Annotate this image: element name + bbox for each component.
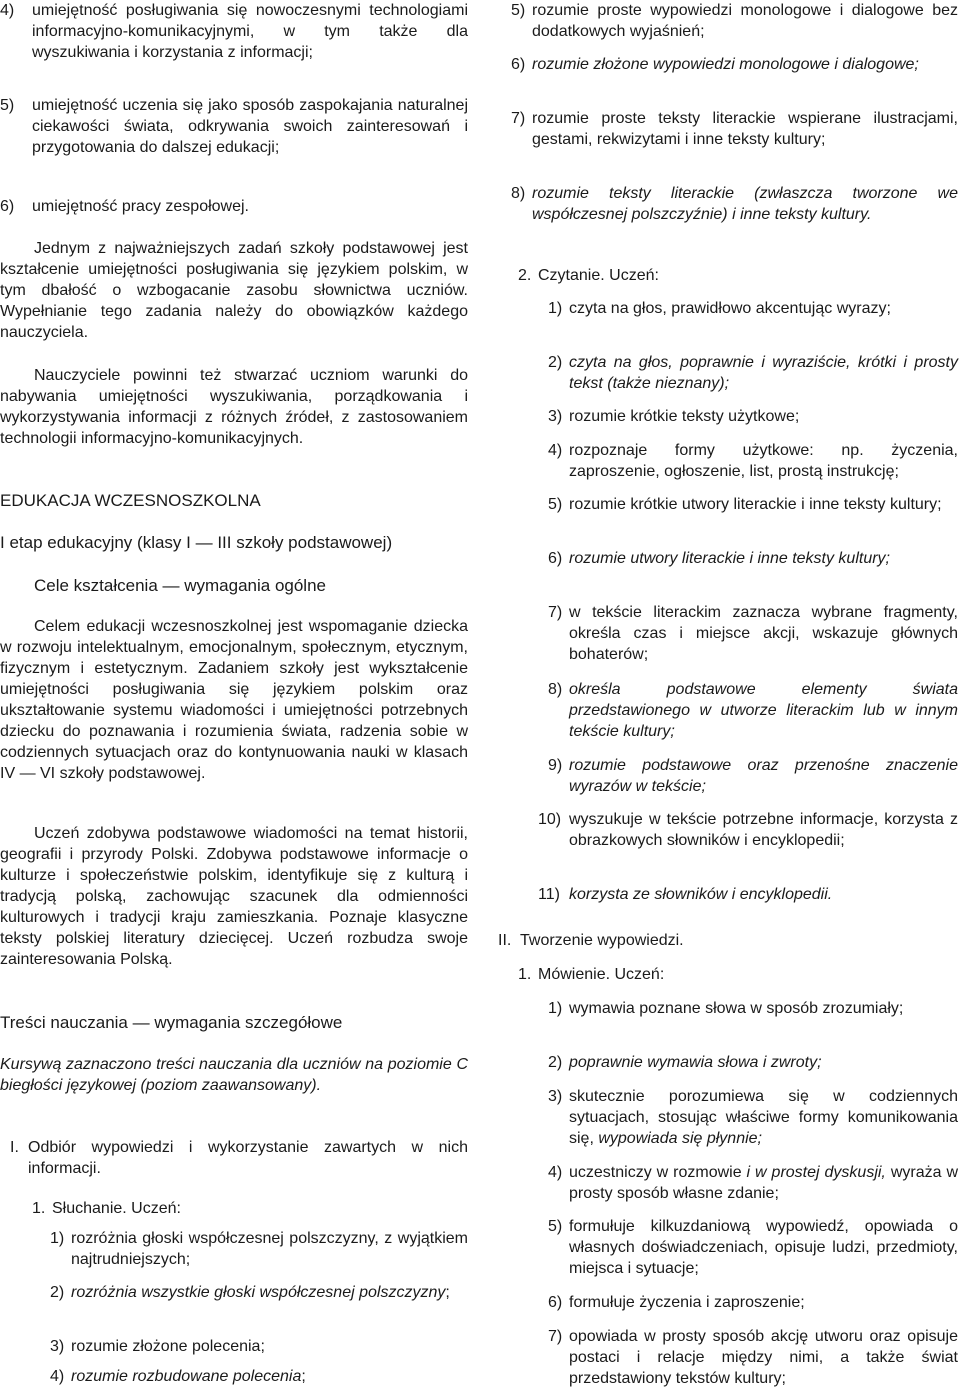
subsection-number: 2. [518, 267, 532, 284]
list-number: 2) [548, 354, 563, 371]
list-number: 4) [548, 442, 563, 459]
list-item [0, 0, 468, 63]
list-item [0, 95, 468, 158]
list-number: 5) [548, 496, 563, 513]
list-item [548, 998, 958, 1019]
paragraph: Uczeń zdobywa podstawowe wiadomości na temat historii, geografii i przyrody Polski. Zdobywa podstawowe informacje o kulturze i społeczeństwie polskim, identyfikuje się z kulturą i tradycją polską, zachowując szacunek dla odmienności kulturowych i tradycji kraju zamieszkania. Poznaje klasyczne teksty polskiej literatury dziecięcej. Uczeń rozbudza swoje zainteresowania Polską. [0, 825, 468, 968]
list-item [50, 1366, 468, 1387]
list-number: 6) [511, 56, 526, 73]
list-text: rozumie podstawowe oraz przenośne znaczenie wyrazów w tekście; [569, 757, 958, 795]
section-number: II. [498, 932, 512, 949]
list-text: rozumie złożone polecenia; [71, 1338, 265, 1355]
list-number: 5) [548, 1218, 563, 1235]
italic-note: Kursywą zaznaczono treści nauczania dla uczniów na poziomie C biegłości językowej (poziom zaawansowany). [0, 1056, 468, 1094]
list-number: 10) [538, 811, 562, 828]
list-text: wymawia poznane słowa w sposób zrozumiały; [569, 1000, 904, 1017]
list-number: 3) [50, 1338, 65, 1355]
list-text: rozumie proste wypowiedzi monologowe i dialogowe bez dodatkowych wyjaśnień; [532, 2, 958, 40]
list-text: skutecznie porozumiewa się w codziennych sytuacjach, stosując właściwe formy komunikowania się, wypowiada się płynnie; [569, 1088, 958, 1147]
list-text: formułuje kilkuzdaniową wypowiedź, opowiada o własnych doświadczeniach, opisuje ludzi, przedmioty, miejsca i sytuacje; [569, 1218, 958, 1277]
list-item [548, 755, 958, 797]
list-text: poprawnie wymawia słowa i zwroty; [569, 1054, 822, 1071]
subsection-text: Mówienie. Uczeń: [538, 966, 665, 983]
list-number: 1) [548, 1000, 563, 1017]
list-number: 1) [548, 300, 563, 317]
subsection-item [518, 265, 958, 286]
list-number: 3) [548, 408, 563, 425]
list-number: 7) [548, 604, 563, 621]
subsection-text: Czytanie. Uczeń: [538, 267, 659, 284]
list-text: uczestniczy w rozmowie i w prostej dyskusji, wyraża w prosty sposób własne zdanie; [569, 1164, 958, 1202]
list-item [548, 1216, 958, 1279]
list-item [50, 1282, 468, 1303]
list-number: 4) [0, 2, 15, 19]
list-text: w tekście literackim zaznacza wybrane fragmenty, określa czas i miejsce akcji, wskazuje głównych bohaterów; [569, 604, 958, 663]
subsection-item [32, 1198, 468, 1219]
list-number: 5) [0, 97, 15, 114]
list-number: 11) [538, 886, 560, 903]
list-text: rozumie złożone wypowiedzi monologowe i dialogowe; [532, 56, 919, 73]
goals-heading: Cele kształcenia — wymagania ogólne [34, 576, 326, 595]
content-heading: Treści nauczania — wymagania szczegółowe [0, 1013, 343, 1032]
list-item [548, 602, 958, 665]
list-item [548, 298, 958, 319]
list-item [538, 884, 958, 905]
list-item [548, 352, 958, 394]
list-number: 9) [548, 757, 563, 774]
list-item [548, 1162, 958, 1204]
list-item [0, 196, 468, 217]
list-text: wyszukuje w tekście potrzebne informacje, korzysta z obrazkowych słowników i encyklopedii; [569, 811, 958, 849]
list-text: rozumie utwory literackie i inne teksty kultury; [569, 550, 890, 567]
list-item [511, 108, 958, 150]
list-text: czyta na głos, prawidłowo akcentując wyrazy; [569, 300, 891, 317]
list-number: 7) [511, 110, 526, 127]
list-text: korzysta ze słowników i encyklopedii. [569, 886, 833, 903]
list-item [50, 1336, 468, 1357]
list-item [511, 54, 958, 75]
list-text: określa podstawowe elementy świata przedstawionego w utworze literackim lub w innym tekście kultury; [569, 681, 958, 740]
list-text: formułuje życzenia i zaproszenie; [569, 1294, 805, 1311]
list-item [511, 0, 958, 42]
section-text: Tworzenie wypowiedzi. [520, 932, 684, 949]
stage-heading: I etap edukacyjny (klasy I — III szkoły podstawowej) [0, 533, 393, 552]
subsection-number: 1. [32, 1200, 46, 1217]
list-text: umiejętność posługiwania się nowoczesnymi technologiami informacyjno-komunikacyjnymi, w tym także dla wyszukiwania i korzystania z informacji; [32, 2, 468, 61]
list-item [548, 679, 958, 742]
list-item [548, 406, 958, 427]
list-number: 2) [548, 1054, 563, 1071]
section-text: Odbiór wypowiedzi i wykorzystanie zawartych w nich informacji. [28, 1139, 468, 1177]
list-text: rozumie rozbudowane polecenia; [71, 1368, 306, 1385]
list-text: rozumie krótkie utwory literackie i inne teksty kultury; [569, 496, 942, 513]
subsection-text: Słuchanie. Uczeń: [52, 1200, 181, 1217]
list-item [50, 1228, 468, 1270]
list-number: 6) [548, 1294, 563, 1311]
list-number: 1) [50, 1230, 65, 1247]
list-text: umiejętność pracy zespołowej. [32, 198, 249, 215]
list-text: rozróżnia głoski współczesnej polszczyzny, z wyjątkiem najtrudniejszych; [71, 1230, 468, 1268]
list-text: umiejętność uczenia się jako sposób zaspokajania naturalnej ciekawości świata, odkrywania swoich zainteresowań i przygotowania do dalszej edukacji; [32, 97, 468, 156]
list-number: 8) [511, 185, 526, 202]
list-number: 6) [0, 198, 15, 215]
list-item [548, 494, 958, 515]
section-item [10, 1137, 468, 1179]
subsection-item [518, 964, 958, 985]
list-text: rozumie proste teksty literackie wspierane ilustracjami, gestami, rekwizytami i inne teksty kultury; [532, 110, 958, 148]
subsection-number: 1. [518, 966, 532, 983]
list-item [511, 183, 958, 225]
list-number: 8) [548, 681, 563, 698]
list-text: rozumie krótkie teksty użytkowe; [569, 408, 800, 425]
list-text: rozpoznaje formy użytkowe: np. życzenia, zaproszenie, ogłoszenie, list, prostą instrukcję; [569, 442, 958, 480]
list-number: 4) [50, 1368, 65, 1385]
list-item [548, 440, 958, 482]
section-heading: EDUKACJA WCZESNOSZKOLNA [0, 491, 261, 510]
list-text: opowiada w prosty sposób akcję utworu oraz opisuje postaci i relacje między nimi, a także świat przedstawiony tekstów kultury; [569, 1328, 958, 1387]
list-item [548, 1326, 958, 1389]
list-number: 5) [511, 2, 526, 19]
list-number: 4) [548, 1164, 563, 1181]
section-item [498, 930, 958, 951]
list-text: rozumie teksty literackie (zwłaszcza tworzone we współczesnej polszczyźnie) i inne teksty kultury. [532, 185, 958, 223]
list-number: 6) [548, 550, 563, 567]
paragraph: Jednym z najważniejszych zadań szkoły podstawowej jest kształcenie umiejętności posługiwania się językiem polskim, w tym dbałość o wzbogacanie zasobu słownictwa uczniów. Wypełnianie tego zadania należy do obowiązków każdego nauczyciela. [0, 240, 468, 341]
section-number: I. [10, 1139, 19, 1156]
list-number: 2) [50, 1284, 65, 1301]
list-item [548, 548, 958, 569]
list-item [548, 1292, 958, 1313]
list-item [538, 809, 958, 851]
list-item [548, 1086, 958, 1149]
list-text: rozróżnia wszystkie głoski współczesnej polszczyzny; [71, 1284, 450, 1301]
list-number: 7) [548, 1328, 563, 1345]
list-text: czyta na głos, poprawnie i wyraziście, krótki i prosty tekst (także nieznany); [569, 354, 958, 392]
paragraph: Nauczyciele powinni też stwarzać uczniom warunki do nabywania umiejętności wyszukiwania, porządkowania i wykorzystywania informacji z różnych źródeł, z zastosowaniem technologii informacyjno-komunikacyjnych. [0, 367, 468, 447]
list-item [548, 1052, 958, 1073]
list-number: 3) [548, 1088, 563, 1105]
paragraph: Celem edukacji wczesnoszkolnej jest wspomaganie dziecka w rozwoju intelektualnym, emocjonalnym, społecznym, etycznym, fizycznym i estetycznym. Zadaniem szkoły jest wykształcenie umiejętności posługiwania się językiem polskim oraz ukształtowanie systemu wiadomości i umiejętności potrzebnych dziecku do poznawania i rozumienia świata, radzenia sobie w codziennych sytuacjach oraz do kontynuowania nauki w klasach IV — VI szkoły podstawowej. [0, 618, 468, 782]
